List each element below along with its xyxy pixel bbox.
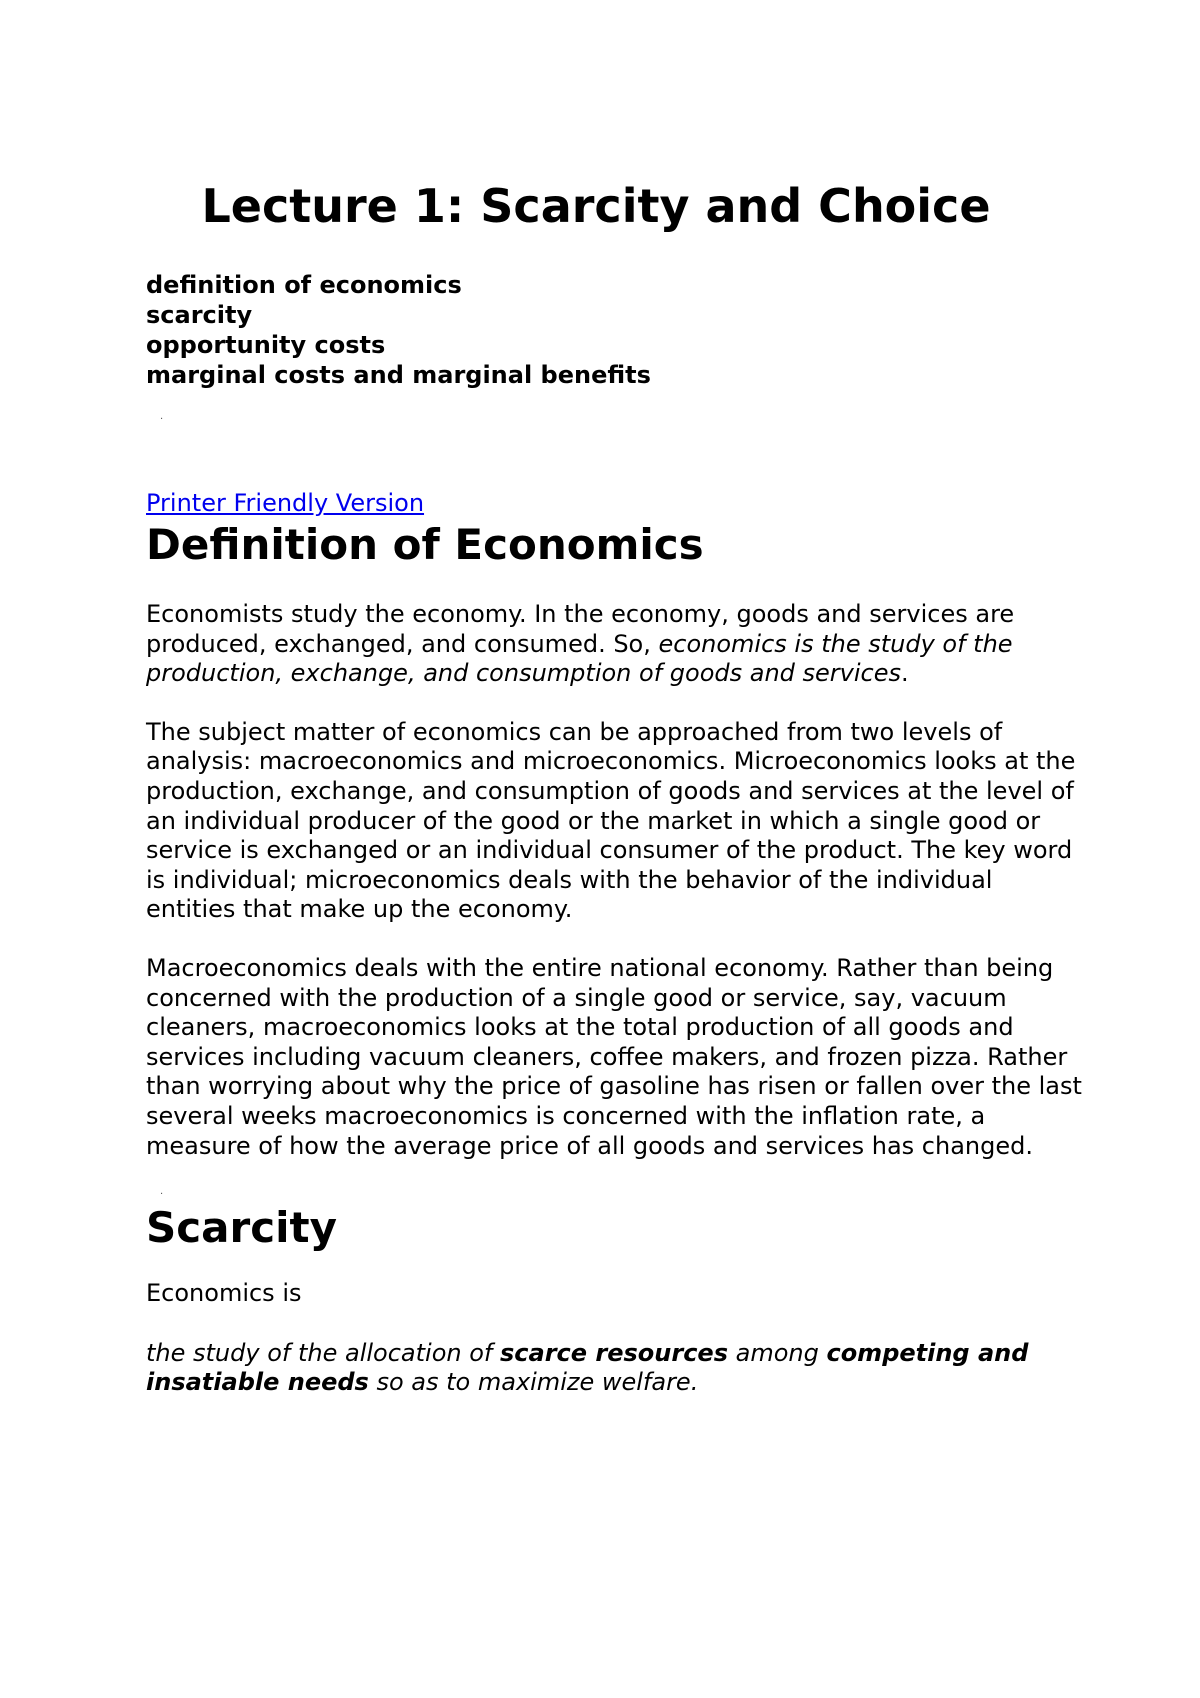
printer-friendly-link[interactable]: Printer Friendly Version: [146, 489, 425, 517]
page-title: Lecture 1: Scarcity and Choice: [201, 179, 991, 233]
paragraph-text: .: [901, 659, 909, 688]
paragraph-text: Economists study the economy. In the economy, goods and services are produced, exchanged, and consumed. So,: [146, 600, 1015, 658]
scarcity-definition: [146, 1339, 1086, 1398]
quote-emphasis: scarce resources: [499, 1338, 728, 1367]
quote-text: among: [727, 1338, 827, 1367]
quote-text: so as to maximize welfare.: [368, 1368, 699, 1397]
section-heading-scarcity: Scarcity: [146, 1203, 337, 1253]
paragraph-definition: [146, 600, 1086, 689]
definition-emphasis: economics is the study of the production, exchange, and consumption of goods and services: [146, 629, 1013, 688]
paragraph-micro: The subject matter of economics can be approached from two levels of analysis: macroeconomics and microeconomics. Microeconomics looks at the production, exchange, and consumption of goods and services at the level of an individual producer of the good or the market in which a single good or service is exchanged or an individual consumer of the product. The key word is individual; microeconomics deals with the behavior of the individual entities that make up the economy.: [146, 717, 1076, 924]
quote-text: the study of the allocation of: [146, 1338, 500, 1367]
topic-item: scarcity: [146, 301, 253, 329]
document-page: [146, 170, 1086, 1398]
section-heading-definition: Definition of Economics: [146, 520, 704, 569]
paragraph-macro: Macroeconomics deals with the entire national economy. Rather than being concerned with the production of a single good or service, say, vacuum cleaners, macroeconomics looks at the total production of all goods and services including vacuum cleaners, coffee makers, and frozen pizza. Rather than worrying about why the price of gasoline has risen or fallen over the last several weeks macroeconomics is concerned with the inflation rate, a measure of how the average price of all goods and services has changed.: [146, 953, 1082, 1160]
separator-dot: ·: [160, 1189, 164, 1201]
topic-item: opportunity costs: [146, 331, 386, 359]
topic-item: definition of economics: [146, 271, 462, 299]
paragraph-economics-is: Economics is: [146, 1279, 302, 1308]
quote-emphasis: competing and insatiable needs: [146, 1338, 1029, 1397]
topic-list: [146, 270, 1086, 390]
topic-item: marginal costs and marginal benefits: [146, 361, 651, 389]
separator-dot: ·: [160, 414, 164, 425]
